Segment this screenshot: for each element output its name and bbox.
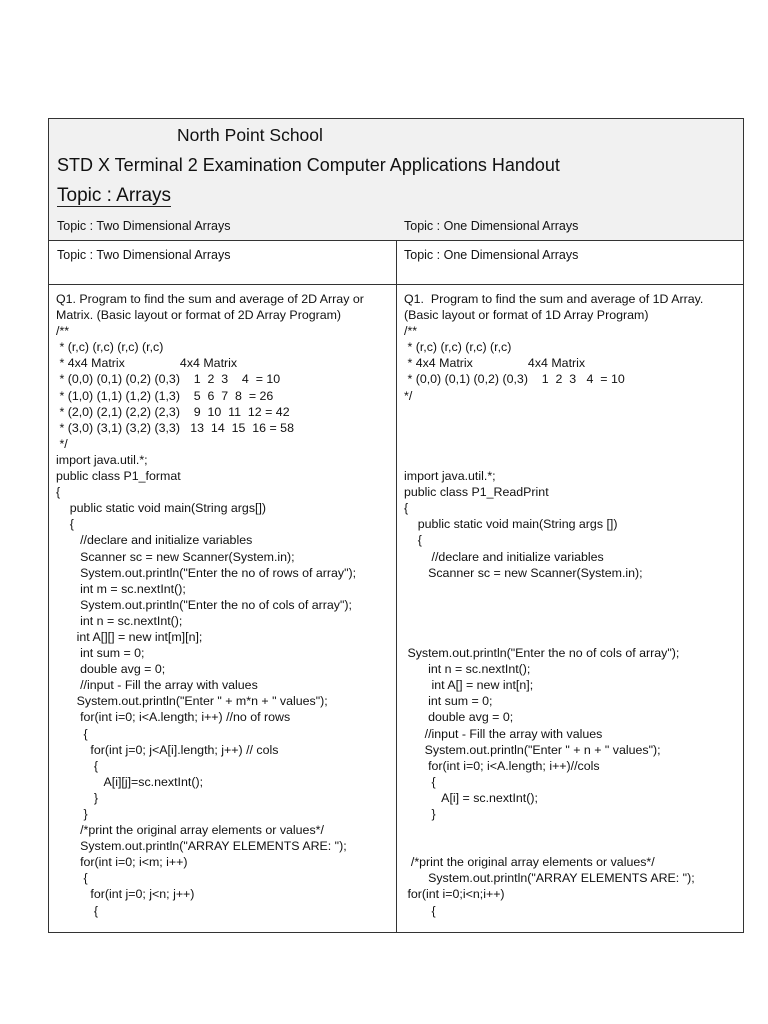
right-code-line: {: [404, 903, 436, 918]
left-code-line: /**: [56, 324, 70, 339]
right-code-line: [404, 452, 742, 468]
header-left-topic: Topic : Two Dimensional Arrays: [57, 219, 231, 233]
left-code-line: }: [56, 790, 99, 805]
right-code-line: {: [404, 533, 422, 548]
right-code-line: //input - Fill the array with values: [404, 726, 603, 741]
right-code-line: int sum = 0;: [404, 694, 493, 709]
right-code-line: [404, 822, 742, 838]
left-code-line: import java.util.*;: [56, 452, 148, 467]
left-code-line: for(int j=0; j<n; j++): [56, 887, 195, 902]
right-code-line: {: [404, 774, 436, 789]
right-code-line: * (r,c) (r,c) (r,c) (r,c): [404, 340, 512, 355]
left-code-line: {: [56, 903, 99, 918]
right-code-line: [404, 613, 742, 629]
right-code-line: Q1. Program to find the sum and average of 1D Array.: [404, 292, 704, 306]
left-code-line: double avg = 0;: [56, 662, 166, 677]
right-code-line: for(int i=0; i<A.length; i++)//cols: [404, 758, 600, 773]
right-code-column: [404, 291, 742, 919]
right-code-line: {: [404, 501, 409, 516]
right-code-line: [404, 838, 742, 854]
right-code-line: System.out.println("ARRAY ELEMENTS ARE: ");: [404, 871, 695, 886]
left-code-line: {: [56, 871, 88, 886]
right-code-line: */: [404, 388, 413, 403]
left-code-line: int A[][] = new int[m][n];: [56, 629, 203, 644]
topic-heading-text: Topic : Arrays: [57, 185, 172, 206]
left-code-line: System.out.println("Enter the no of rows of array");: [56, 565, 357, 580]
left-code-line: /*print the original array elements or values*/: [56, 823, 324, 838]
left-code-line: * (1,0) (1,1) (1,2) (1,3) 5 6 7 8 = 26: [56, 388, 274, 403]
right-code-line: public class P1_ReadPrint: [404, 485, 549, 500]
left-code-line: {: [56, 485, 61, 500]
right-code-line: for(int i=0;i<n;i++): [404, 887, 505, 902]
left-code-line: A[i][j]=sc.nextInt();: [56, 774, 204, 789]
left-code-line: for(int i=0; i<A.length; i++) //no of rows: [56, 710, 291, 725]
right-code-line: [404, 597, 742, 613]
left-code-line: System.out.println("ARRAY ELEMENTS ARE: ");: [56, 839, 347, 854]
right-code-line: [404, 420, 742, 436]
left-code-line: * (3,0) (3,1) (3,2) (3,3) 13 14 15 16 = 58: [56, 420, 294, 435]
left-code-line: }: [56, 807, 88, 821]
right-code-line: public static void main(String args []): [404, 517, 618, 532]
left-code-line: System.out.println("Enter the no of cols of array");: [56, 597, 352, 612]
right-code-line: //declare and initialize variables: [404, 549, 604, 564]
right-code-line: }: [404, 807, 436, 821]
left-code-line: {: [56, 726, 88, 741]
left-code-line: {: [56, 517, 74, 532]
left-code-line: for(int j=0; j<A[i].length; j++) // cols: [56, 742, 279, 757]
school-name: North Point School: [177, 125, 323, 145]
left-code-line: Matrix. (Basic layout or format of 2D Array Program): [56, 308, 342, 323]
right-code-line: [404, 581, 742, 597]
right-code-line: * 4x4 Matrix 4x4 Matrix: [404, 356, 586, 371]
left-code-line: * 4x4 Matrix 4x4 Matrix: [56, 356, 238, 371]
right-code-line: System.out.println("Enter " + n + " values");: [404, 742, 661, 757]
right-code-line: import java.util.*;: [404, 469, 496, 484]
right-code-line: * (0,0) (0,1) (0,2) (0,3) 1 2 3 4 = 10: [404, 372, 625, 387]
right-code-line: /*print the original array elements or values*/: [404, 855, 655, 870]
left-code-column: [56, 291, 394, 919]
left-code-line: //declare and initialize variables: [56, 533, 253, 548]
right-code-line: Scanner sc = new Scanner(System.in);: [404, 565, 643, 580]
left-column-label: Topic : Two Dimensional Arrays: [49, 241, 396, 285]
left-code-line: * (2,0) (2,1) (2,2) (2,3) 9 10 11 12 = 42: [56, 404, 290, 419]
right-code-line: [404, 629, 742, 645]
handout-header: [49, 119, 743, 241]
right-code-line: System.out.println("Enter the no of cols of array");: [404, 646, 680, 661]
header-right-topic: Topic : One Dimensional Arrays: [404, 219, 579, 233]
right-code-line: (Basic layout or format of 1D Array Program): [404, 308, 649, 323]
right-code-line: [404, 404, 742, 420]
right-code-line: int A[] = new int[n];: [404, 678, 534, 693]
handout-table: [48, 118, 744, 933]
left-code-line: public static void main(String args[]): [56, 501, 267, 516]
left-code-line: int sum = 0;: [56, 646, 145, 661]
left-code-line: for(int i=0; i<m; i++): [56, 855, 188, 870]
right-code-line: [404, 436, 742, 452]
left-code-line: Scanner sc = new Scanner(System.in);: [56, 549, 295, 564]
left-code-line: Q1. Program to find the sum and average of 2D Array or: [56, 292, 364, 306]
right-column-label: Topic : One Dimensional Arrays: [396, 241, 743, 285]
left-code-line: {: [56, 758, 99, 773]
left-code-line: int m = sc.nextInt();: [56, 581, 186, 596]
left-code-line: public class P1_format: [56, 469, 181, 484]
right-code-line: A[i] = sc.nextInt();: [404, 790, 538, 805]
topic-heading: [57, 185, 171, 207]
left-code-line: System.out.println("Enter " + m*n + " values");: [56, 694, 328, 709]
left-code-line: int n = sc.nextInt();: [56, 613, 183, 628]
right-code-line: /**: [404, 324, 418, 339]
right-code-line: int n = sc.nextInt();: [404, 662, 531, 677]
left-code-line: */: [56, 436, 68, 451]
column-divider: [396, 241, 397, 933]
right-code-line: double avg = 0;: [404, 710, 514, 725]
left-code-line: * (r,c) (r,c) (r,c) (r,c): [56, 340, 164, 355]
left-code-line: * (0,0) (0,1) (0,2) (0,3) 1 2 3 4 = 10: [56, 372, 281, 387]
left-code-line: //input - Fill the array with values: [56, 678, 258, 693]
handout-title: STD X Terminal 2 Examination Computer Applications Handout: [57, 155, 560, 175]
